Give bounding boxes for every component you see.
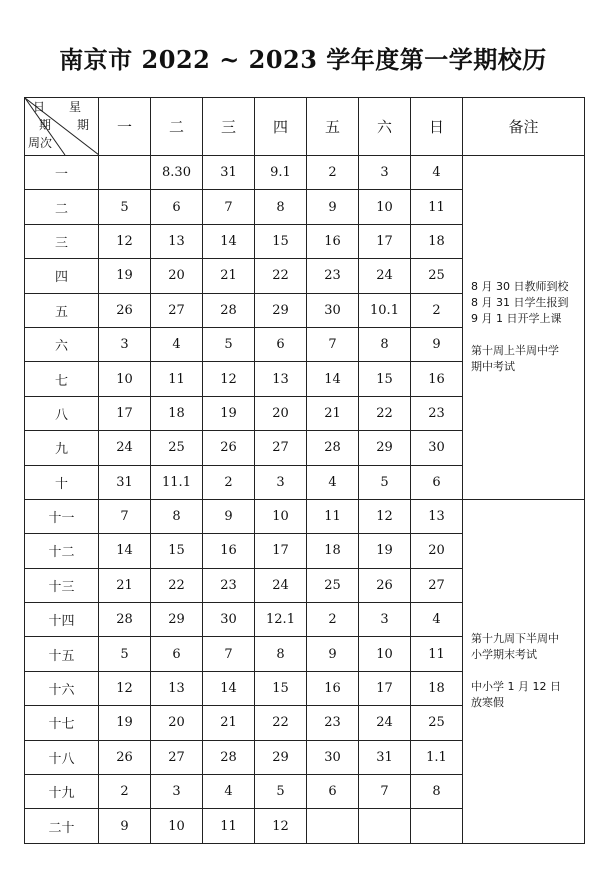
date-cell: 26: [99, 740, 151, 774]
corner-label-ri: 日: [33, 100, 46, 114]
day-header-wed: 三: [203, 98, 255, 156]
week-number-cell: 六: [25, 327, 99, 361]
date-cell: 11: [151, 362, 203, 396]
date-cell: 7: [359, 775, 411, 809]
date-cell: 20: [151, 259, 203, 293]
date-cell: 30: [411, 431, 463, 465]
week-number-cell: 十九: [25, 775, 99, 809]
date-cell: 18: [411, 224, 463, 258]
date-cell: 10: [359, 637, 411, 671]
note-line: 8 月 30 日教师到校: [471, 280, 569, 294]
week-number-cell: 十八: [25, 740, 99, 774]
date-cell: 11.1: [151, 465, 203, 499]
date-cell: 27: [151, 740, 203, 774]
week-number-cell: 十五: [25, 637, 99, 671]
date-cell: [411, 809, 463, 843]
date-cell: 16: [203, 534, 255, 568]
date-cell: 22: [255, 706, 307, 740]
date-cell: 6: [255, 327, 307, 361]
date-cell: 23: [203, 568, 255, 602]
week-number-cell: 十二: [25, 534, 99, 568]
date-cell: 13: [151, 671, 203, 705]
date-cell: 31: [203, 156, 255, 190]
date-cell: 17: [99, 396, 151, 430]
date-cell: 4: [411, 603, 463, 637]
week-number-cell: 二: [25, 190, 99, 224]
date-cell: 19: [99, 706, 151, 740]
date-cell: 31: [359, 740, 411, 774]
date-cell: 6: [151, 637, 203, 671]
date-cell: 29: [151, 603, 203, 637]
date-cell: 28: [307, 431, 359, 465]
date-cell: 10: [151, 809, 203, 843]
date-cell: 15: [255, 224, 307, 258]
date-cell: 29: [255, 293, 307, 327]
date-cell: 12: [99, 671, 151, 705]
date-cell: 4: [203, 775, 255, 809]
date-cell: 26: [99, 293, 151, 327]
week-number-cell: 四: [25, 259, 99, 293]
note-line: 放寒假: [471, 696, 504, 710]
date-cell: 24: [359, 706, 411, 740]
date-cell: 2: [307, 156, 359, 190]
date-cell: 25: [411, 259, 463, 293]
date-cell: 12: [203, 362, 255, 396]
note-line: 第十周上半周中学: [471, 344, 559, 358]
date-cell: 5: [255, 775, 307, 809]
notes-header: 备注: [463, 98, 585, 156]
date-cell: 13: [255, 362, 307, 396]
date-cell: 14: [307, 362, 359, 396]
date-cell: 20: [255, 396, 307, 430]
date-cell: 19: [203, 396, 255, 430]
date-cell: 12.1: [255, 603, 307, 637]
date-cell: 3: [151, 775, 203, 809]
date-cell: 7: [203, 190, 255, 224]
date-cell: 21: [203, 259, 255, 293]
week-number-cell: 七: [25, 362, 99, 396]
date-cell: 5: [203, 327, 255, 361]
date-cell: 29: [255, 740, 307, 774]
week-number-cell: 三: [25, 224, 99, 258]
date-cell: 28: [203, 740, 255, 774]
date-cell: 23: [307, 706, 359, 740]
date-cell: 11: [307, 499, 359, 533]
date-cell: 24: [359, 259, 411, 293]
date-cell: 11: [203, 809, 255, 843]
date-cell: 2: [307, 603, 359, 637]
date-cell: 5: [99, 190, 151, 224]
date-cell: 18: [151, 396, 203, 430]
date-cell: 13: [411, 499, 463, 533]
date-cell: 12: [359, 499, 411, 533]
date-cell: 30: [203, 603, 255, 637]
note-line: 9 月 1 日开学上课: [471, 312, 562, 326]
date-cell: 11: [411, 190, 463, 224]
notes-first-half-cell: [463, 156, 585, 500]
date-cell: 18: [411, 671, 463, 705]
date-cell: 3: [359, 156, 411, 190]
school-calendar-table: [24, 97, 585, 844]
date-cell: 15: [255, 671, 307, 705]
date-cell: 5: [99, 637, 151, 671]
date-cell: 25: [151, 431, 203, 465]
date-cell: 27: [151, 293, 203, 327]
corner-label-qi-left: 期: [39, 118, 52, 132]
date-cell: 9.1: [255, 156, 307, 190]
date-cell: 24: [255, 568, 307, 602]
date-cell: 8: [359, 327, 411, 361]
week-number-cell: 五: [25, 293, 99, 327]
week-number-cell: 十一: [25, 499, 99, 533]
day-header-sun: 日: [411, 98, 463, 156]
corner-label-qi-right: 期: [77, 118, 90, 132]
note-line: 8 月 31 日学生报到: [471, 296, 569, 310]
date-cell: 22: [359, 396, 411, 430]
date-cell: 3: [255, 465, 307, 499]
date-cell: 27: [255, 431, 307, 465]
date-cell: 8: [151, 499, 203, 533]
table-row: [25, 156, 585, 190]
date-cell: 15: [151, 534, 203, 568]
date-cell: 9: [307, 637, 359, 671]
note-line: 中小学 1 月 12 日: [471, 680, 561, 694]
date-cell: 8: [255, 190, 307, 224]
date-cell: 16: [307, 224, 359, 258]
date-cell: 21: [99, 568, 151, 602]
note-line: 小学期末考试: [471, 648, 537, 662]
date-cell: 28: [99, 603, 151, 637]
date-cell: 8.30: [151, 156, 203, 190]
week-number-cell: 十六: [25, 671, 99, 705]
week-number-cell: 十三: [25, 568, 99, 602]
date-cell: 23: [307, 259, 359, 293]
date-cell: 14: [203, 671, 255, 705]
date-cell: [359, 809, 411, 843]
date-cell: 4: [411, 156, 463, 190]
date-cell: 9: [411, 327, 463, 361]
date-cell: 21: [203, 706, 255, 740]
week-number-cell: 十: [25, 465, 99, 499]
date-cell: 8: [411, 775, 463, 809]
date-cell: 13: [151, 224, 203, 258]
date-cell: 3: [99, 327, 151, 361]
date-cell: 2: [203, 465, 255, 499]
date-cell: 9: [99, 809, 151, 843]
date-cell: 2: [99, 775, 151, 809]
date-cell: 10.1: [359, 293, 411, 327]
date-cell: 12: [255, 809, 307, 843]
corner-label-xing: 星: [69, 100, 82, 114]
date-cell: 4: [307, 465, 359, 499]
note-line: 第十九周下半周中: [471, 632, 559, 646]
date-cell: 25: [307, 568, 359, 602]
date-cell: 27: [411, 568, 463, 602]
date-cell: 1.1: [411, 740, 463, 774]
date-cell: 12: [99, 224, 151, 258]
date-cell: 26: [203, 431, 255, 465]
date-cell: 17: [359, 224, 411, 258]
note-line: 期中考试: [471, 360, 515, 374]
date-cell: 14: [203, 224, 255, 258]
date-cell: 19: [359, 534, 411, 568]
date-cell: 10: [99, 362, 151, 396]
date-cell: 6: [307, 775, 359, 809]
week-number-cell: 一: [25, 156, 99, 190]
table-row: [25, 499, 585, 533]
date-cell: 17: [255, 534, 307, 568]
date-cell: 26: [359, 568, 411, 602]
note-spacer: [471, 663, 578, 679]
day-header-sat: 六: [359, 98, 411, 156]
date-cell: 19: [99, 259, 151, 293]
date-cell: 14: [99, 534, 151, 568]
date-cell: 30: [307, 293, 359, 327]
week-number-cell: 十四: [25, 603, 99, 637]
date-cell: 23: [411, 396, 463, 430]
date-cell: 28: [203, 293, 255, 327]
date-cell: 16: [307, 671, 359, 705]
date-cell: [307, 809, 359, 843]
date-cell: 30: [307, 740, 359, 774]
date-cell: 10: [359, 190, 411, 224]
day-header-mon: 一: [99, 98, 151, 156]
date-cell: 4: [151, 327, 203, 361]
week-number-cell: 九: [25, 431, 99, 465]
date-cell: 10: [255, 499, 307, 533]
day-header-fri: 五: [307, 98, 359, 156]
date-cell: 25: [411, 706, 463, 740]
date-cell: 21: [307, 396, 359, 430]
header-row: [25, 98, 585, 156]
date-cell: 8: [255, 637, 307, 671]
week-number-cell: 八: [25, 396, 99, 430]
date-cell: 20: [411, 534, 463, 568]
date-cell: 31: [99, 465, 151, 499]
date-cell: 29: [359, 431, 411, 465]
date-cell: 6: [411, 465, 463, 499]
week-number-cell: 十七: [25, 706, 99, 740]
date-cell: 22: [151, 568, 203, 602]
week-number-cell: 二十: [25, 809, 99, 843]
date-cell: 16: [411, 362, 463, 396]
date-cell: 15: [359, 362, 411, 396]
date-cell: 6: [151, 190, 203, 224]
date-cell: 17: [359, 671, 411, 705]
date-cell: 7: [307, 327, 359, 361]
notes-second-half-cell: [463, 499, 585, 843]
date-cell: 9: [307, 190, 359, 224]
date-cell: 2: [411, 293, 463, 327]
date-cell: [99, 156, 151, 190]
corner-header-cell: [25, 98, 99, 156]
corner-label-week-number: 周次: [28, 136, 53, 150]
date-cell: 11: [411, 637, 463, 671]
day-header-thu: 四: [255, 98, 307, 156]
date-cell: 3: [359, 603, 411, 637]
date-cell: 7: [203, 637, 255, 671]
date-cell: 7: [99, 499, 151, 533]
date-cell: 24: [99, 431, 151, 465]
date-cell: 20: [151, 706, 203, 740]
page-title: 南京市 2022 ~ 2023 学年度第一学期校历: [59, 45, 547, 74]
day-header-tue: 二: [151, 98, 203, 156]
date-cell: 22: [255, 259, 307, 293]
note-spacer: [471, 327, 578, 343]
date-cell: 18: [307, 534, 359, 568]
date-cell: 5: [359, 465, 411, 499]
date-cell: 9: [203, 499, 255, 533]
